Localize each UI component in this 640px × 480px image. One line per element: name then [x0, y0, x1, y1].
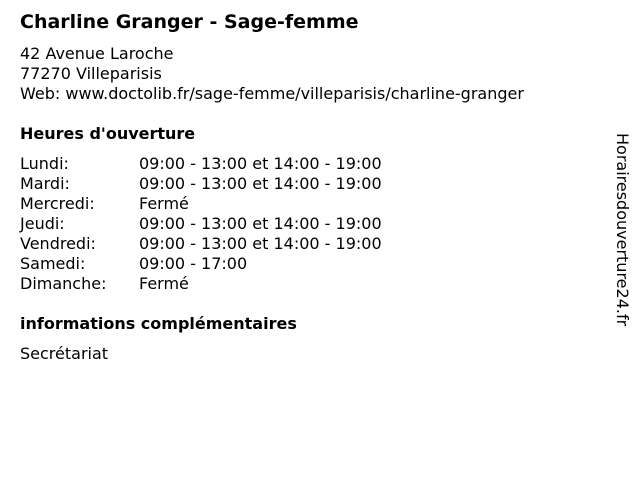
day-label: Mardi:	[20, 174, 70, 193]
address-block	[20, 44, 524, 104]
additional-info-text: Secrétariat	[20, 344, 109, 363]
day-label: Lundi:	[20, 154, 69, 173]
day-hours: Fermé	[139, 274, 189, 293]
opening-hours-heading: Heures d'ouverture	[20, 124, 196, 143]
site-watermark: Horairesdouverture24.fr	[613, 133, 632, 327]
day-label: Jeudi:	[20, 214, 65, 233]
day-label: Samedi:	[20, 254, 86, 273]
day-hours: 09:00 - 13:00 et 14:00 - 19:00	[139, 234, 382, 253]
day-label: Mercredi:	[20, 194, 95, 213]
day-hours: 09:00 - 13:00 et 14:00 - 19:00	[139, 154, 382, 173]
address-city: 77270 Villeparisis	[20, 64, 162, 83]
day-label: Dimanche:	[20, 274, 107, 293]
additional-info-heading: informations complémentaires	[20, 314, 297, 333]
day-label: Vendredi:	[20, 234, 96, 253]
website-line: Web: www.doctolib.fr/sage-femme/villeparisis/charline-granger	[20, 84, 524, 103]
day-hours: 09:00 - 13:00 et 14:00 - 19:00	[139, 214, 382, 233]
day-hours: Fermé	[139, 194, 189, 213]
day-hours: 09:00 - 13:00 et 14:00 - 19:00	[139, 174, 382, 193]
page-title: Charline Granger - Sage-femme	[20, 11, 359, 33]
address-street: 42 Avenue Laroche	[20, 44, 174, 63]
day-hours: 09:00 - 17:00	[139, 254, 248, 273]
